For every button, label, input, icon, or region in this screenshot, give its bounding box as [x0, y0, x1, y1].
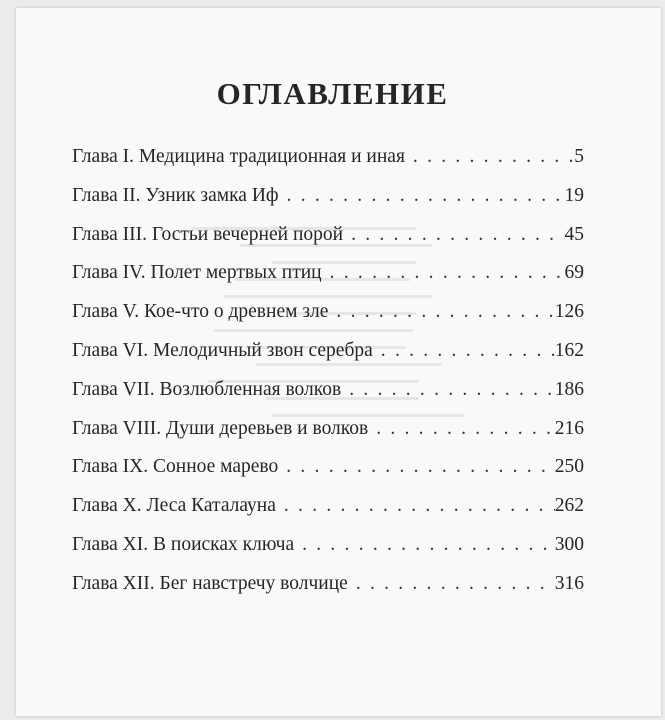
toc-entry: [72, 301, 584, 340]
toc-dot-leader: [294, 534, 555, 556]
toc-entry-label: Глава XII. Бег навстречу волчице: [72, 572, 348, 594]
toc-entry-label: Глава XI. В поисках ключа: [72, 533, 295, 555]
toc-entry-label: Глава I. Медицина традиционная и иная: [72, 146, 405, 167]
toc-entry: [72, 456, 584, 495]
toc-entry-label: Глава III. Гостьи вечерней порой: [72, 223, 344, 245]
toc-dot-leader: [322, 262, 565, 284]
toc-dot-leader: [328, 301, 554, 323]
toc-dot-leader: [373, 340, 555, 362]
toc-entry: [72, 379, 584, 418]
toc-entry-label: Глава X. Леса Каталауна: [72, 495, 276, 517]
toc-dot-leader: [279, 185, 565, 207]
toc-entry-page: 45: [564, 223, 584, 245]
toc-entry-page: 5: [574, 146, 584, 167]
toc-entry-label: Глава VII. Возлюбленная волков: [72, 378, 342, 400]
toc-dot-leader: [276, 495, 555, 517]
toc-dot-leader: [278, 456, 555, 478]
toc-entry-page: 126: [554, 301, 584, 323]
toc-entry-page: 186: [554, 378, 584, 400]
toc-entry: [72, 418, 584, 457]
toc-dot-leader: [405, 146, 574, 168]
toc-entry-page: 300: [554, 533, 584, 555]
toc-entry-page: 262: [554, 495, 584, 517]
toc-entry-page: 162: [554, 339, 584, 361]
toc-entry-label: Глава VI. Мелодичный звон серебра: [72, 339, 373, 361]
toc-entry-label: Глава IX. Сонное марево: [72, 456, 279, 478]
toc-entry: [72, 573, 584, 612]
toc-dot-leader: [368, 418, 555, 440]
toc-entry-label: Глава V. Кое-что о древнем зле: [72, 301, 329, 323]
toc-entry-label: Глава IV. Полет мертвых птиц: [72, 262, 322, 284]
toc-entry-label: Глава VIII. Души деревьев и волков: [72, 417, 369, 439]
toc-entry: [72, 495, 584, 534]
toc-entry: [72, 262, 584, 301]
toc-entry: [72, 340, 584, 379]
toc-entry: [72, 185, 584, 224]
toc-entry-page: 19: [564, 184, 584, 206]
toc-entry: [72, 534, 584, 573]
toc-entry-page: 69: [564, 262, 584, 284]
toc-entry: [72, 224, 584, 263]
table-of-contents: [72, 146, 584, 612]
toc-dot-leader: [348, 573, 555, 595]
toc-entry-label: Глава II. Узник замка Иф: [72, 184, 279, 206]
page-title: ОГЛАВЛЕНИЕ: [216, 76, 449, 111]
toc-dot-leader: [343, 224, 564, 246]
toc-entry-page: 250: [554, 456, 584, 478]
toc-entry: [72, 146, 584, 185]
toc-entry-page: 316: [554, 572, 584, 594]
toc-dot-leader: [341, 379, 555, 401]
toc-entry-page: 216: [554, 417, 584, 439]
